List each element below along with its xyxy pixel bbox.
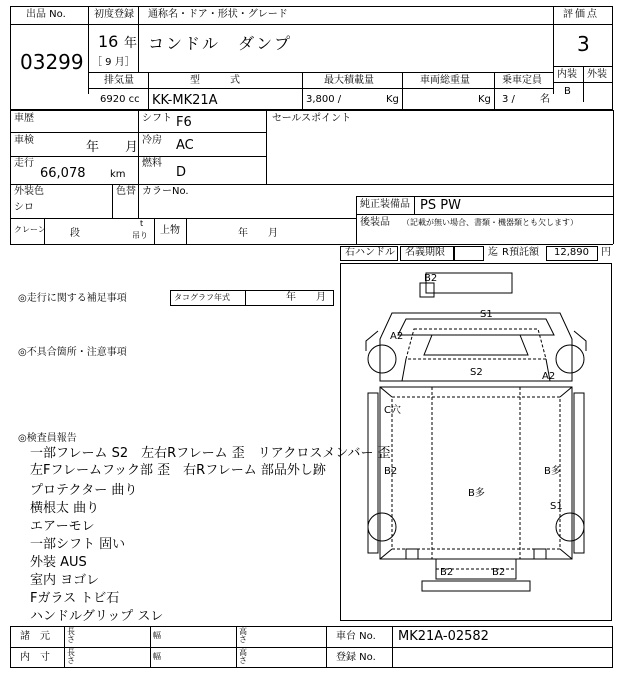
report-line: 一部フレーム S2 左右Rフレーム 歪 リアクロスメンバー 歪 — [30, 446, 391, 461]
report-line: Fガラス トビ石 — [30, 591, 120, 606]
gross-weight-label: 車両総重量 — [420, 75, 470, 86]
sales-point-label: セールスポイント — [272, 113, 352, 124]
inspector-label: ◎検査員報告 — [18, 433, 77, 444]
score-label: 評価点 — [563, 9, 599, 20]
dump-bed-inner — [392, 397, 560, 549]
width-label: 幅 — [153, 631, 161, 640]
body-label: 上物 — [160, 225, 180, 236]
exterior-grade-label: 外装 — [587, 69, 607, 80]
first-reg-label: 初度登録 — [94, 9, 134, 20]
report-line: 一部シフト 固い — [30, 537, 126, 552]
name-change-label: 名義期限 — [405, 247, 445, 258]
divider — [154, 218, 155, 244]
divider — [356, 214, 613, 215]
gross-weight-unit: Kg — [478, 94, 491, 105]
shift-label: シフト — [142, 113, 172, 124]
mileage-label: 走行 — [14, 158, 34, 169]
divider — [138, 24, 139, 72]
report-line: エアーモレ — [30, 519, 95, 534]
lot-label: 出品 No. — [26, 9, 66, 20]
divider — [138, 6, 139, 24]
front-right-wheel — [556, 345, 584, 373]
damage-mark: A2 — [390, 331, 404, 342]
damage-mark: B多 — [544, 466, 561, 477]
lot-number: 03299 — [20, 50, 84, 74]
divider — [10, 647, 613, 648]
length-label: 長さ — [67, 627, 75, 645]
recycle-label: R預託額 — [502, 247, 539, 258]
capacity-unit: 名 — [540, 94, 550, 105]
mileage-value: 66,078 — [40, 166, 86, 181]
color-value: シロ — [14, 202, 34, 213]
divider — [356, 196, 357, 244]
left-side-rail — [368, 393, 378, 553]
damage-mark: B2 — [424, 273, 438, 284]
interior-grade-label: 内装 — [557, 69, 577, 80]
divider — [88, 6, 89, 94]
reg-year: 16 — [98, 32, 119, 51]
crane-stage: 段 — [70, 228, 80, 239]
max-load-label: 最大積載量 — [324, 75, 374, 86]
history-label: 車歴 — [14, 113, 34, 124]
divider — [10, 244, 613, 245]
max-load-value: 3,800 / — [306, 94, 342, 105]
color-code-label: カラーNo. — [142, 186, 189, 197]
crane-ton: t — [140, 219, 144, 228]
report-line: プロテクター 曲り — [30, 483, 138, 498]
model-label: 型 式 — [190, 75, 240, 86]
divider — [392, 626, 393, 668]
reg-year-unit: 年 — [124, 36, 138, 51]
mileage-unit: km — [110, 169, 126, 180]
front-left-wheel — [368, 345, 396, 373]
inspection-label: 車検 — [14, 135, 34, 146]
divider — [266, 110, 267, 184]
divider — [10, 110, 613, 111]
shift-value: F6 — [176, 115, 192, 130]
report-line: 左Fフレームフック部 歪 右Rフレーム 部品外し跡 — [30, 463, 326, 478]
divider — [553, 82, 613, 83]
damage-mark: B2 — [440, 567, 454, 578]
damage-mark: B2 — [384, 466, 398, 477]
divider — [10, 132, 266, 133]
divider — [494, 72, 495, 110]
divider — [10, 24, 88, 25]
damage-mark: S1 — [550, 501, 563, 512]
rear-bumper — [422, 581, 530, 591]
right-side-rail — [574, 393, 584, 553]
recycle-unit: 円 — [601, 247, 611, 258]
body-value: 年 月 — [238, 228, 278, 239]
divider — [10, 156, 266, 157]
registration-label: 登録 No. — [336, 652, 376, 663]
fuel-label: 燃料 — [142, 158, 162, 169]
model-value: KK-MK21A — [152, 93, 218, 108]
divider — [613, 110, 614, 244]
divider — [326, 626, 327, 668]
mirror-left — [366, 331, 378, 351]
truck-damage-diagram — [340, 263, 612, 621]
fuel-value: D — [176, 165, 187, 180]
length-label: 長さ — [67, 648, 75, 666]
displacement-label: 排気量 — [104, 75, 134, 86]
divider — [148, 72, 149, 110]
divider — [64, 626, 65, 668]
divider — [88, 88, 553, 89]
divider — [302, 72, 303, 110]
damage-mark: S1 — [480, 309, 493, 320]
divider — [414, 196, 415, 214]
recycle-amount: 12,890 — [554, 247, 589, 258]
capacity-label: 乗車定員 — [502, 75, 542, 86]
mirror-right — [574, 331, 586, 351]
crane-label: クレーン — [14, 225, 46, 234]
report-line: 横根太 曲り — [30, 501, 100, 516]
inspection-value: 年 月 — [86, 140, 139, 155]
interior-grade: B — [564, 86, 571, 97]
divider — [88, 72, 553, 73]
ac-label: 冷房 — [142, 135, 162, 146]
tachograph-label: タコグラフ年式 — [174, 293, 230, 302]
ac-value: AC — [176, 138, 194, 153]
color-change-label: 色替 — [116, 186, 136, 197]
dims-label: 諸 元 — [20, 631, 50, 642]
divider — [10, 218, 356, 219]
height-label: 高さ — [239, 648, 247, 666]
width-label: 幅 — [153, 652, 161, 661]
diagram-frame — [341, 264, 612, 621]
damage-mark: A2 — [542, 371, 556, 382]
crane-hang: 吊り — [132, 231, 148, 240]
divider — [553, 24, 613, 25]
damage-mark: B2 — [492, 567, 506, 578]
divider — [10, 184, 613, 185]
driving-notes-label: ◎走行に関する補足事項 — [18, 293, 127, 304]
displacement-value: 6920 cc — [100, 94, 140, 105]
damage-mark: S2 — [470, 367, 483, 378]
name-change-value-box — [454, 246, 484, 261]
height-label: 高さ — [239, 627, 247, 645]
defects-label: ◎不具合箇所・注意事項 — [18, 347, 127, 358]
divider — [186, 218, 187, 244]
color-label: 外装色 — [14, 186, 44, 197]
damage-mark: C穴 — [384, 405, 401, 416]
divider — [236, 626, 237, 668]
divider — [10, 110, 11, 244]
vehicle-name: コンドル ダンプ — [148, 34, 293, 53]
divider — [402, 72, 403, 110]
aftermarket-label: 後装品 — [360, 217, 390, 228]
aftermarket-note: （記載が無い場合、書類・機器類とも欠します） — [402, 218, 578, 227]
divider — [138, 110, 139, 218]
report-line: 外装 AUS — [30, 555, 87, 570]
cab-roof-line — [398, 319, 554, 335]
damage-mark: B多 — [468, 488, 485, 499]
divider — [553, 6, 554, 94]
equipment-value: PS PW — [420, 198, 461, 213]
tachograph-value: 年 月 — [286, 292, 326, 303]
divider — [583, 66, 584, 102]
report-line: ハンドルグリップ スレ — [30, 609, 164, 624]
max-load-unit: Kg — [386, 94, 399, 105]
report-line: 室内 ヨゴレ — [30, 573, 100, 588]
score-value: 3 — [577, 32, 590, 56]
windshield — [424, 335, 528, 355]
chassis-number: MK21A-02582 — [398, 629, 489, 644]
divider — [356, 196, 613, 197]
front-bumper — [426, 273, 512, 293]
bumper-mark — [420, 283, 434, 297]
divider — [150, 626, 151, 668]
divider — [112, 184, 113, 218]
tax-label: 迄 — [488, 247, 498, 258]
reg-month: ［ 9 月］ — [92, 57, 135, 68]
capacity-value: 3 / — [502, 94, 515, 105]
equipment-label: 純正装備品 — [360, 199, 410, 210]
divider — [245, 290, 246, 306]
divider — [88, 24, 553, 25]
chassis-label: 車台 No. — [336, 631, 376, 642]
name-label: 通称名・ドア・形状・グレード — [148, 9, 288, 20]
steering-value: 右ハンドル — [345, 247, 395, 258]
interior-dims-label: 内 寸 — [20, 652, 50, 663]
